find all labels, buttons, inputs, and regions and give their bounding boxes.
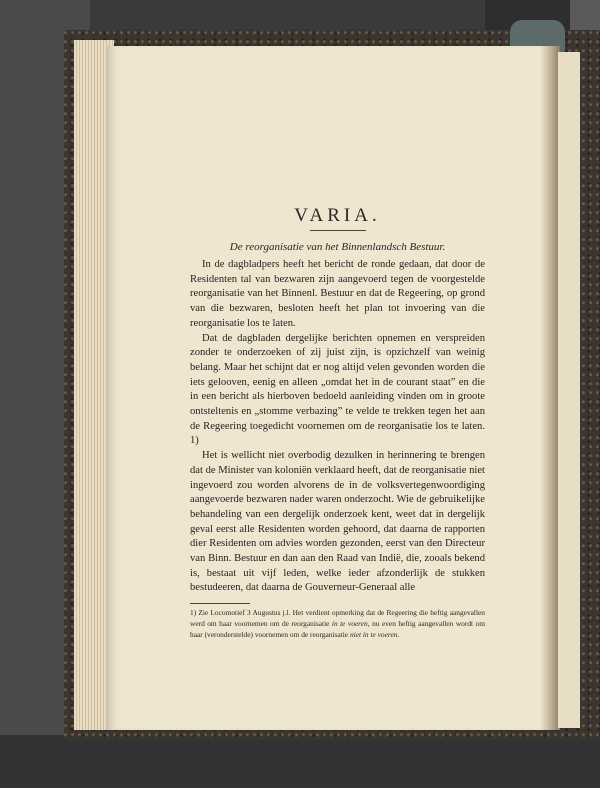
footnote bbox=[190, 608, 485, 640]
article-title: VARIA. bbox=[294, 205, 381, 226]
facing-page-edge bbox=[558, 52, 580, 728]
footnote-text: 1) Zie Locomotief 3 Augustus j.l. Het verdient opmerking dat de Regeering die heftig aangevallen werd om haar voornemen om de reorganisatie bbox=[190, 608, 485, 628]
article-body bbox=[190, 258, 485, 596]
article-subtitle: De reorganisatie van het Binnenlandsch Bestuur. bbox=[229, 241, 446, 253]
footnote-emphasis: niet in te voeren. bbox=[349, 629, 400, 639]
backdrop-bottom bbox=[0, 735, 600, 788]
paragraph: In de dagbladpers heeft het bericht de ronde gedaan, dat door de Residenten tal van bezwaren zijn aangevoerd tegen de voorgestelde reorganisatie van het Binnenl. Bestuur en dat de Regeering, op grond van die bezwaren, besloten heeft het plan tot invoering van die reorganisatie los te laten. bbox=[190, 259, 485, 329]
footnote-emphasis: in te voeren bbox=[331, 618, 368, 628]
footnote-rule bbox=[190, 603, 250, 604]
footnote-text: , nu even heftig aangevallen wordt om haar (veronderstelde) voornemen om de reorganisatie bbox=[190, 618, 485, 639]
paragraph: Het is wellicht niet overbodig dezulken in herinnering te brengen dat de Minister van koloniën verklaard heeft, dat de reorganisatie niet ingevoerd zou worden alvorens de in de volksvertegenwoordiging aangevoerde bezwaren nader waren onderzocht. Wie de gebruikelijke behandeling van een dergelijk onderzoek kent, weet dat in dergelijk geval eerst alle Residenten worden gehoord, dat daarna de rapporten dier Residenten om advies worden gezonden, eerst van den Directeur van Binn. Bestuur en dan aan den Raad van Indië, die, zooals bekend is, bestaat uit vijf leden, welke ieder afzonderlijk de stukken bestudeeren, dat daarna de Gouverneur-Generaal alle bbox=[190, 450, 485, 594]
page-gutter bbox=[540, 46, 560, 730]
paragraph: Dat de dagbladen dergelijke berichten opnemen en verspreiden zonder te onderzoeken of zij juist zijn, is opzichzelf van weinig belang. Maar het schijnt dat er nog altijd velen gevonden worden die iets gelooven, eenig en alleen „omdat het in de courant staat” en die in een bericht als hierboven bedoeld aanleiding vinden om in groote ontsteltenis en „stomme verbazing” te velde te trekken tegen het aan de Regeering toegedicht voornemen om de reorganisatie los te laten. 1) bbox=[190, 332, 485, 447]
title-rule bbox=[310, 230, 366, 231]
